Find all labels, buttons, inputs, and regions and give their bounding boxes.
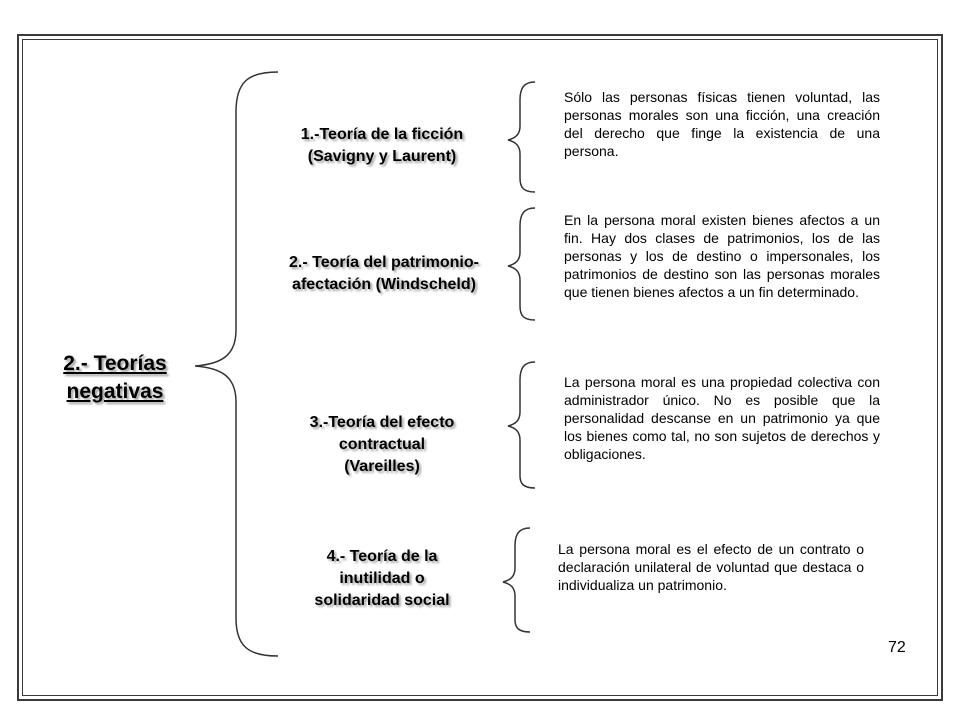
theory-3-line-3: (Vareilles) [344, 458, 420, 475]
page-number: 72 [888, 639, 906, 656]
theory-3-description: La persona moral es una propiedad colectiva con administrador único. No es posible que la personalidad descanse en un patrimonio ya que los bienes como tal, no son sujetos de derechos y obligaciones. [564, 374, 880, 462]
theory-1-title [262, 124, 502, 168]
theory-4-line-3: solidaridad social [314, 592, 450, 609]
theory-1-description: Sólo las personas físicas tienen voluntad, las personas morales son una ficción, una creación del derecho que finge la existencia de una persona. [564, 89, 880, 159]
brace-1 [508, 82, 535, 192]
main-title-line-1: 2.- Teorías [63, 352, 167, 375]
main-title [40, 350, 190, 406]
theory-4-description: La persona moral es el efecto de un contrato o declaración unilateral de voluntad que destaca o individualiza un patrimonio. [558, 541, 864, 593]
brace-4 [503, 528, 530, 632]
theory-3-line-1: 3.-Teoría del efecto [309, 414, 455, 431]
theory-2-title [252, 252, 516, 296]
main-title-line-2: negativas [66, 380, 164, 403]
theory-4-line-2: inutilidad o [339, 570, 425, 587]
theory-1-line-1: 1.-Teoría de la ficción [300, 126, 464, 143]
theory-4-title [262, 546, 502, 612]
theory-2-description: En la persona moral existen bienes afectos a un fin. Hay dos clases de patrimonios, los de las personas y los de destino o impersonales, los patrimonios de destino son las personas morales que tienen bienes afectos a un fin determinado. [564, 212, 880, 300]
theory-2-line-2: afectación (Windscheld) [292, 276, 476, 293]
theory-2-line-1: 2.- Teoría del patrimonio- [289, 254, 479, 271]
theory-4-line-1: 4.- Teoría de la [326, 548, 438, 565]
theory-1-line-2: (Savigny y Laurent) [307, 148, 457, 165]
theory-3-line-2: contractual [338, 436, 426, 453]
theory-3-title [262, 412, 502, 478]
brace-3 [508, 362, 535, 488]
